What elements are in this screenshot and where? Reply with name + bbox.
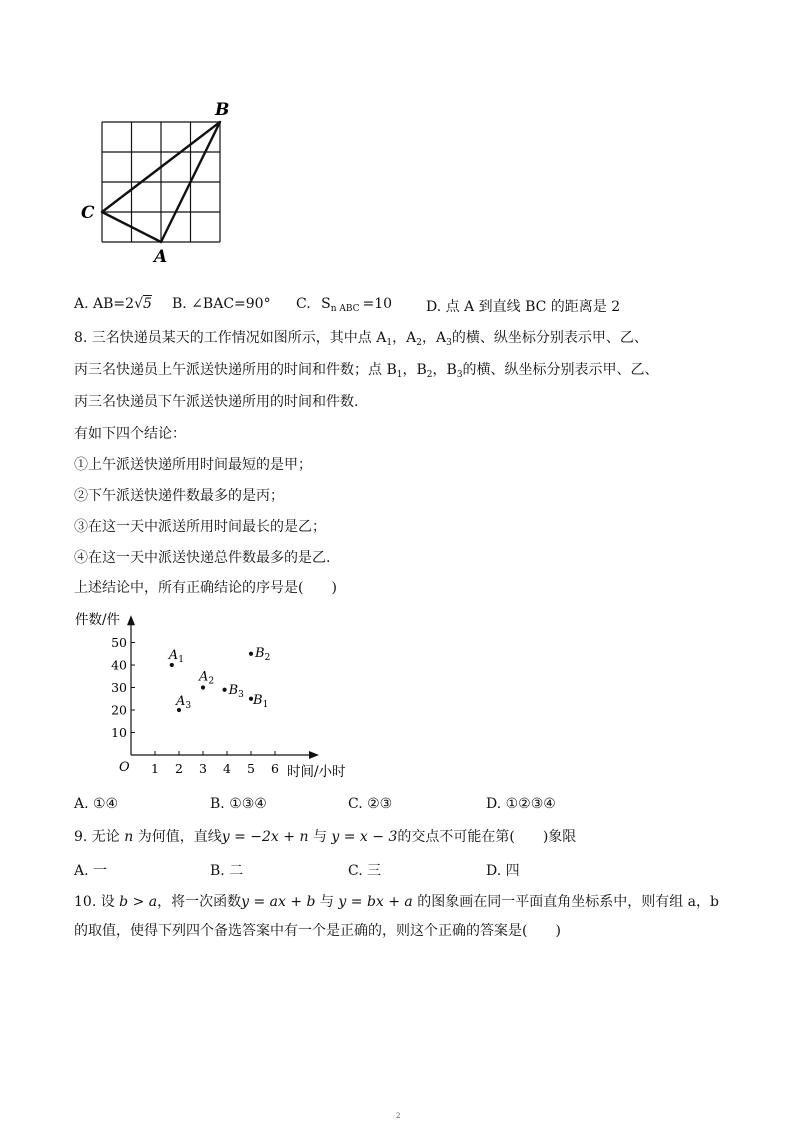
q7-option-c-s: S bbox=[321, 296, 331, 312]
q8-intro: 有如下四个结论： bbox=[74, 426, 186, 442]
q9-option-d: D. 四 bbox=[486, 863, 520, 879]
point-label-subscript: 2 bbox=[208, 676, 215, 687]
scatter-point bbox=[223, 688, 227, 692]
q8-line-2-a: 丙三名快递员上午派送快递所用的时间和件数；点 B bbox=[74, 362, 397, 378]
scatter-chart bbox=[70, 605, 370, 785]
q8-line-1-c: ，A bbox=[421, 330, 447, 346]
x-tick-label: 1 bbox=[151, 761, 159, 776]
page-number: 2 bbox=[396, 1112, 401, 1120]
q9-stem bbox=[74, 828, 576, 846]
chart-points bbox=[168, 646, 270, 712]
q8-conclusion-2: ②下午派送快递件数最多的是丙； bbox=[74, 488, 284, 504]
q8-question: 上述结论中，所有正确结论的序号是( ) bbox=[74, 580, 337, 596]
scatter-point bbox=[249, 652, 253, 656]
point-label-name: A bbox=[168, 648, 179, 663]
label-c: C bbox=[81, 203, 95, 223]
y-axis-arrow-icon bbox=[127, 615, 135, 625]
chart-origin-label: O bbox=[119, 760, 130, 775]
q8-option-c: C. ②③ bbox=[348, 796, 393, 812]
point-label-name: B bbox=[253, 692, 263, 708]
point-label bbox=[168, 648, 184, 665]
x-tick-label: 2 bbox=[175, 761, 183, 776]
y-tick-label: 20 bbox=[111, 702, 127, 718]
point-label bbox=[175, 694, 191, 711]
x-tick-label: 5 bbox=[247, 761, 255, 776]
chart-x-axis-label: 时间/小时 bbox=[287, 764, 346, 780]
q9-option-c: C. 三 bbox=[348, 863, 382, 879]
point-label bbox=[254, 646, 270, 663]
x-tick-label: 3 bbox=[199, 761, 207, 776]
q9-eq2: y = x − 3 bbox=[331, 829, 398, 845]
q10-eq1: y = ax + b bbox=[241, 894, 316, 910]
y-tick-label: 30 bbox=[111, 680, 127, 695]
chart-y-axis-label: 件数/件 bbox=[75, 612, 121, 628]
q7-option-c-prefix: C. bbox=[296, 296, 311, 312]
point-label bbox=[228, 683, 245, 700]
q8-line-1-sub2: 2 bbox=[416, 338, 422, 348]
x-tick-label: 6 bbox=[271, 761, 279, 776]
y-tick-label: 50 bbox=[111, 635, 127, 650]
point-label-subscript: 1 bbox=[178, 655, 184, 665]
q8-line-2-c: ，B bbox=[432, 362, 457, 378]
q8-line-1-sub1: 1 bbox=[386, 338, 393, 348]
point-label-subscript: 1 bbox=[262, 699, 269, 710]
x-axis-arrow-icon bbox=[309, 751, 319, 759]
sqrt-sign: √ bbox=[134, 296, 143, 312]
label-a: A bbox=[154, 247, 168, 266]
q7-option-a-prefix: A. bbox=[74, 296, 89, 312]
q10-line-2: 的取值，使得下列四个备选答案中有一个是正确的，则这个正确的答案是( ) bbox=[74, 923, 561, 939]
q7-option-c-sub: n ABC bbox=[330, 304, 360, 314]
point-label-name: A bbox=[176, 694, 186, 709]
q8-option-b: B. ①③④ bbox=[210, 796, 267, 812]
q10-text-b: ，将一次函数 bbox=[157, 894, 242, 910]
chart-axes bbox=[127, 615, 319, 759]
label-b: B bbox=[215, 100, 230, 120]
q7-option-c bbox=[296, 296, 392, 314]
q9-text-a: 9. 无论 bbox=[74, 829, 120, 845]
q8-line-1-sub3: 3 bbox=[446, 338, 452, 348]
q8-line-1-d: 的横、纵坐标分别表示甲、乙、 bbox=[451, 330, 648, 346]
q8-line-2-b: ，B bbox=[402, 362, 427, 378]
q10-eq2: y = bx + a bbox=[338, 894, 413, 910]
q8-line-3: 丙三名快递员下午派送快递所用的时间和件数. bbox=[74, 394, 359, 410]
q7-option-c-eq: =10 bbox=[362, 296, 393, 312]
q9-option-a: A. 一 bbox=[74, 863, 108, 879]
q8-line-2-sub3: 3 bbox=[456, 370, 463, 380]
point-label-subscript: 2 bbox=[264, 652, 271, 663]
q8-line-2 bbox=[74, 361, 659, 384]
q8-line-2-d: 的横、纵坐标分别表示甲、乙、 bbox=[462, 362, 659, 378]
q8-conclusion-3: ③在这一天中派送所用时间最长的是乙； bbox=[74, 519, 326, 535]
q9-n: n bbox=[124, 829, 134, 845]
q7-option-d: D. 点 A 到直线 BC 的距离是 2 bbox=[426, 299, 621, 315]
q8-option-d: D. ①②③④ bbox=[486, 796, 556, 812]
q10-text-d: 的图象画在同一平面直角坐标系中，则有组 a，b bbox=[417, 894, 719, 910]
q8-conclusion-1: ①上午派送快递所用时间最短的是甲； bbox=[74, 457, 312, 473]
scatter-point bbox=[170, 663, 174, 667]
q9-eq1: y = −2x + n bbox=[221, 829, 309, 845]
x-tick-label: 4 bbox=[223, 761, 231, 776]
q10-text-c: 与 bbox=[319, 894, 334, 910]
y-tick-label: 10 bbox=[111, 725, 127, 740]
q8-line-2-sub2: 2 bbox=[426, 370, 433, 380]
y-tick-label: 40 bbox=[111, 657, 127, 673]
q10-cond: b > a bbox=[119, 894, 158, 910]
point-label bbox=[252, 693, 268, 710]
grid-triangle-figure bbox=[78, 96, 238, 266]
q8-line-1 bbox=[74, 329, 648, 352]
q7-option-a bbox=[74, 296, 152, 312]
q9-text-d: 的交点不可能在第( )象限 bbox=[397, 829, 577, 845]
point-label bbox=[198, 670, 214, 687]
point-label-name: A bbox=[199, 669, 209, 685]
point-label-subscript: 3 bbox=[185, 701, 192, 711]
q8-line-1-b: ，A bbox=[392, 330, 417, 346]
q8-line-1-a: 8. 三名快递员某天的工作情况如图所示，其中点 A bbox=[74, 330, 387, 346]
point-label-name: B bbox=[255, 645, 265, 661]
point-label-name: B bbox=[228, 682, 239, 698]
q8-option-a: A. ①④ bbox=[74, 796, 119, 812]
q9-text-b: 为何值，直线 bbox=[137, 829, 222, 845]
q8-conclusion-4: ④在这一天中派送快递总件数最多的是乙. bbox=[74, 550, 331, 566]
point-label-subscript: 3 bbox=[238, 689, 244, 700]
q7-option-a-text: AB=2 bbox=[93, 296, 135, 312]
grid-lines bbox=[102, 122, 220, 242]
scatter-point bbox=[201, 685, 205, 689]
q7-option-a-radicand: 5 bbox=[142, 296, 152, 312]
q9-text-c: 与 bbox=[312, 829, 327, 845]
q8-line-2-sub1: 1 bbox=[396, 370, 403, 380]
q7-option-b: B. ∠BAC=90° bbox=[172, 296, 271, 312]
q10-line-1 bbox=[74, 893, 719, 911]
q10-text-a: 10. 设 bbox=[74, 894, 115, 910]
q9-option-b: B. 二 bbox=[210, 863, 244, 879]
